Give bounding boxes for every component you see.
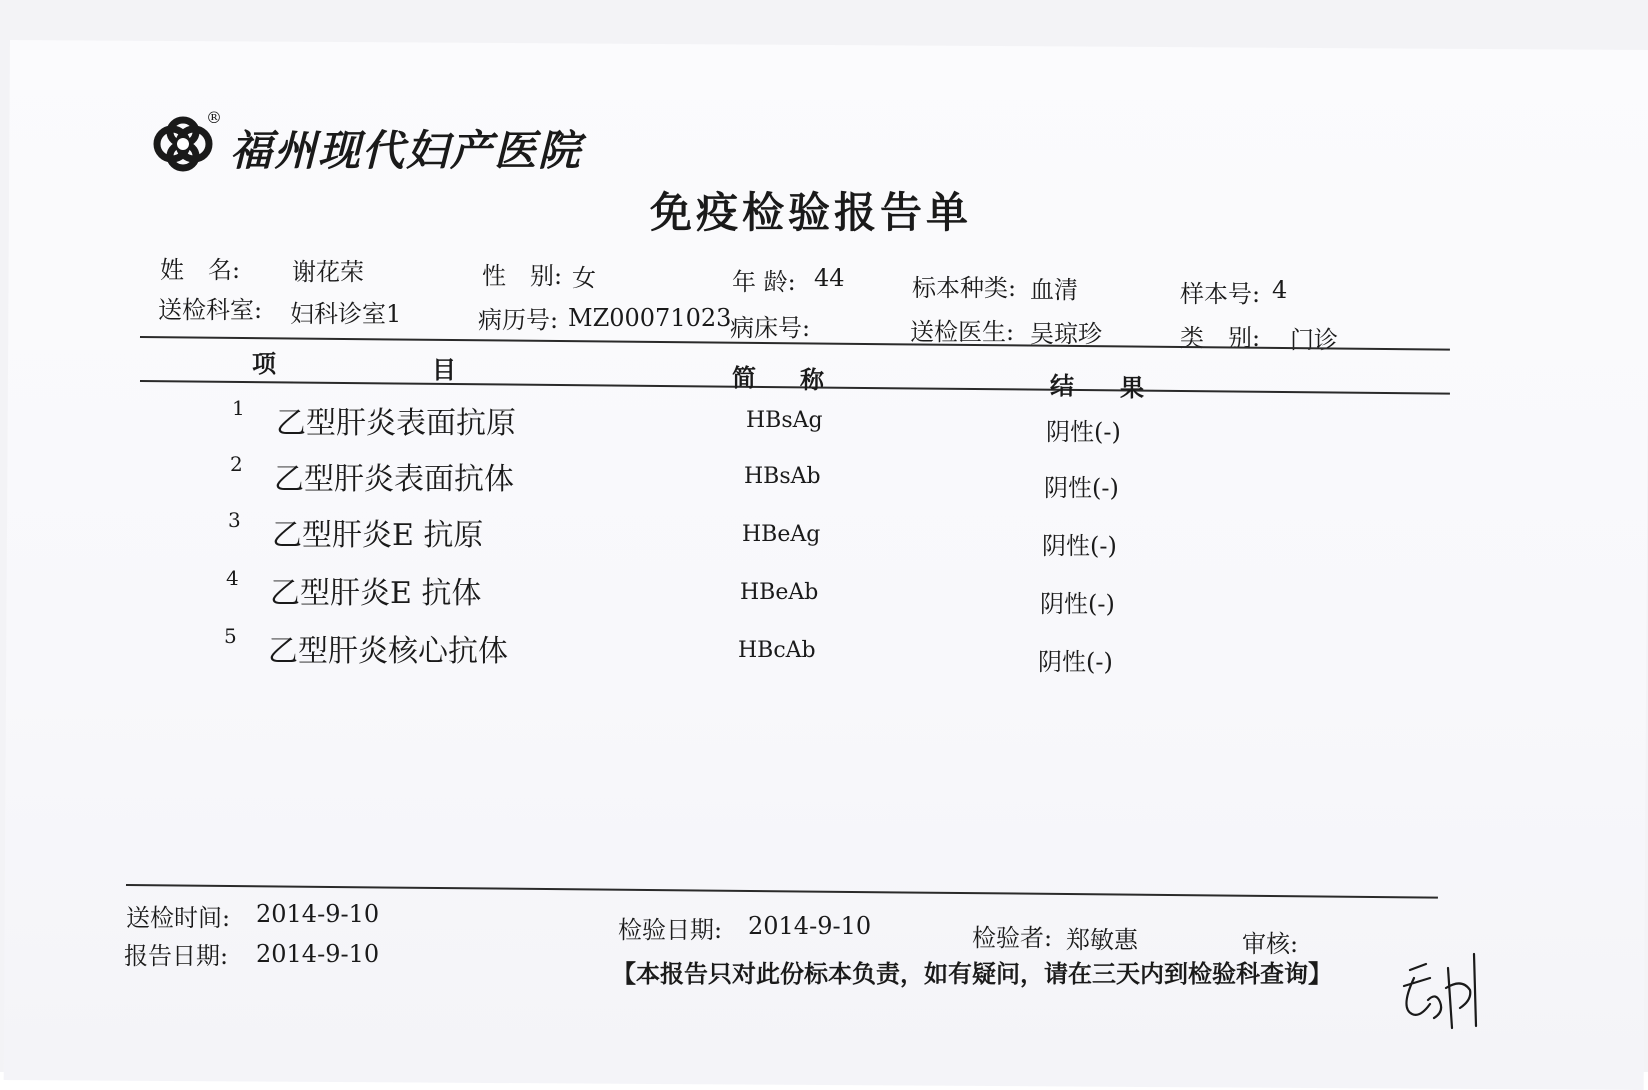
row-result: 阴性(-) bbox=[1046, 418, 1121, 446]
row-abbr: HBeAb bbox=[740, 580, 819, 605]
header-result-a: 结 bbox=[1050, 371, 1074, 400]
department-label: 送检科室: bbox=[158, 296, 263, 324]
row-item: 乙型肝炎E 抗体 bbox=[270, 576, 482, 611]
record-no: MZ00071023 bbox=[568, 304, 732, 332]
record-no-label: 病历号: bbox=[478, 306, 559, 334]
registered-mark: ® bbox=[206, 108, 222, 127]
tester: 郑敏惠 bbox=[1066, 926, 1138, 954]
category-label: 类 别: bbox=[1180, 324, 1261, 352]
row-item: 乙型肝炎E 抗原 bbox=[272, 518, 484, 553]
patient-name-label: 姓 名: bbox=[160, 256, 241, 284]
row-result: 阴性(-) bbox=[1040, 590, 1115, 618]
header-item-b: 目 bbox=[432, 355, 456, 384]
row-item: 乙型肝炎核心抗体 bbox=[268, 634, 508, 669]
doctor: 吴琼珍 bbox=[1030, 320, 1102, 348]
department: 妇科诊室1 bbox=[290, 300, 402, 328]
row-number: 4 bbox=[226, 566, 239, 590]
test-date: 2014-9-10 bbox=[748, 912, 872, 940]
test-date-label: 检验日期: bbox=[618, 916, 723, 944]
submit-time: 2014-9-10 bbox=[256, 900, 380, 928]
row-abbr: HBsAb bbox=[744, 464, 821, 489]
row-number: 1 bbox=[232, 396, 245, 420]
row-number: 2 bbox=[230, 452, 243, 476]
row-result: 阴性(-) bbox=[1044, 474, 1119, 502]
reviewer-label: 审核: bbox=[1242, 930, 1299, 958]
bed-no-label: 病床号: bbox=[730, 314, 811, 342]
specimen-type-label: 标本种类: bbox=[912, 274, 1017, 302]
row-abbr: HBsAg bbox=[746, 408, 823, 433]
row-abbr: HBcAb bbox=[738, 638, 816, 663]
row-item: 乙型肝炎表面抗原 bbox=[276, 406, 516, 441]
report-title: 免疫检验报告单 bbox=[650, 188, 973, 237]
header-abbr-a: 简 bbox=[732, 363, 756, 392]
category: 门诊 bbox=[1290, 326, 1338, 354]
report-date: 2014-9-10 bbox=[256, 940, 380, 968]
patient-sex: 女 bbox=[572, 264, 596, 292]
header-result-b: 果 bbox=[1120, 373, 1144, 402]
reviewer-signature-icon bbox=[1390, 948, 1490, 1038]
patient-age-label: 年 龄: bbox=[732, 268, 796, 296]
submit-time-label: 送检时间: bbox=[126, 904, 231, 932]
patient-sex-label: 性 别: bbox=[482, 262, 563, 290]
header-item-a: 项 bbox=[252, 349, 276, 378]
report-date-label: 报告日期: bbox=[124, 942, 229, 970]
hospital-name: 福州现代妇产医院 bbox=[230, 126, 583, 175]
specimen-type: 血清 bbox=[1030, 276, 1078, 304]
row-item: 乙型肝炎表面抗体 bbox=[274, 462, 514, 497]
doctor-label: 送检医生: bbox=[910, 318, 1015, 346]
tester-label: 检验者: bbox=[972, 924, 1053, 952]
row-result: 阴性(-) bbox=[1038, 648, 1113, 676]
row-number: 5 bbox=[224, 624, 237, 648]
row-abbr: HBeAg bbox=[742, 522, 821, 547]
row-result: 阴性(-) bbox=[1042, 532, 1117, 560]
row-number: 3 bbox=[228, 508, 241, 532]
disclaimer: 【本报告只对此份标本负责，如有疑问，请在三天内到检验科查询】 bbox=[612, 959, 1332, 988]
patient-name: 谢花荣 bbox=[292, 258, 364, 286]
sample-no-label: 样本号: bbox=[1180, 280, 1261, 308]
sample-no: 4 bbox=[1272, 276, 1288, 304]
header-abbr-b: 称 bbox=[800, 365, 824, 394]
patient-age: 44 bbox=[814, 264, 845, 292]
